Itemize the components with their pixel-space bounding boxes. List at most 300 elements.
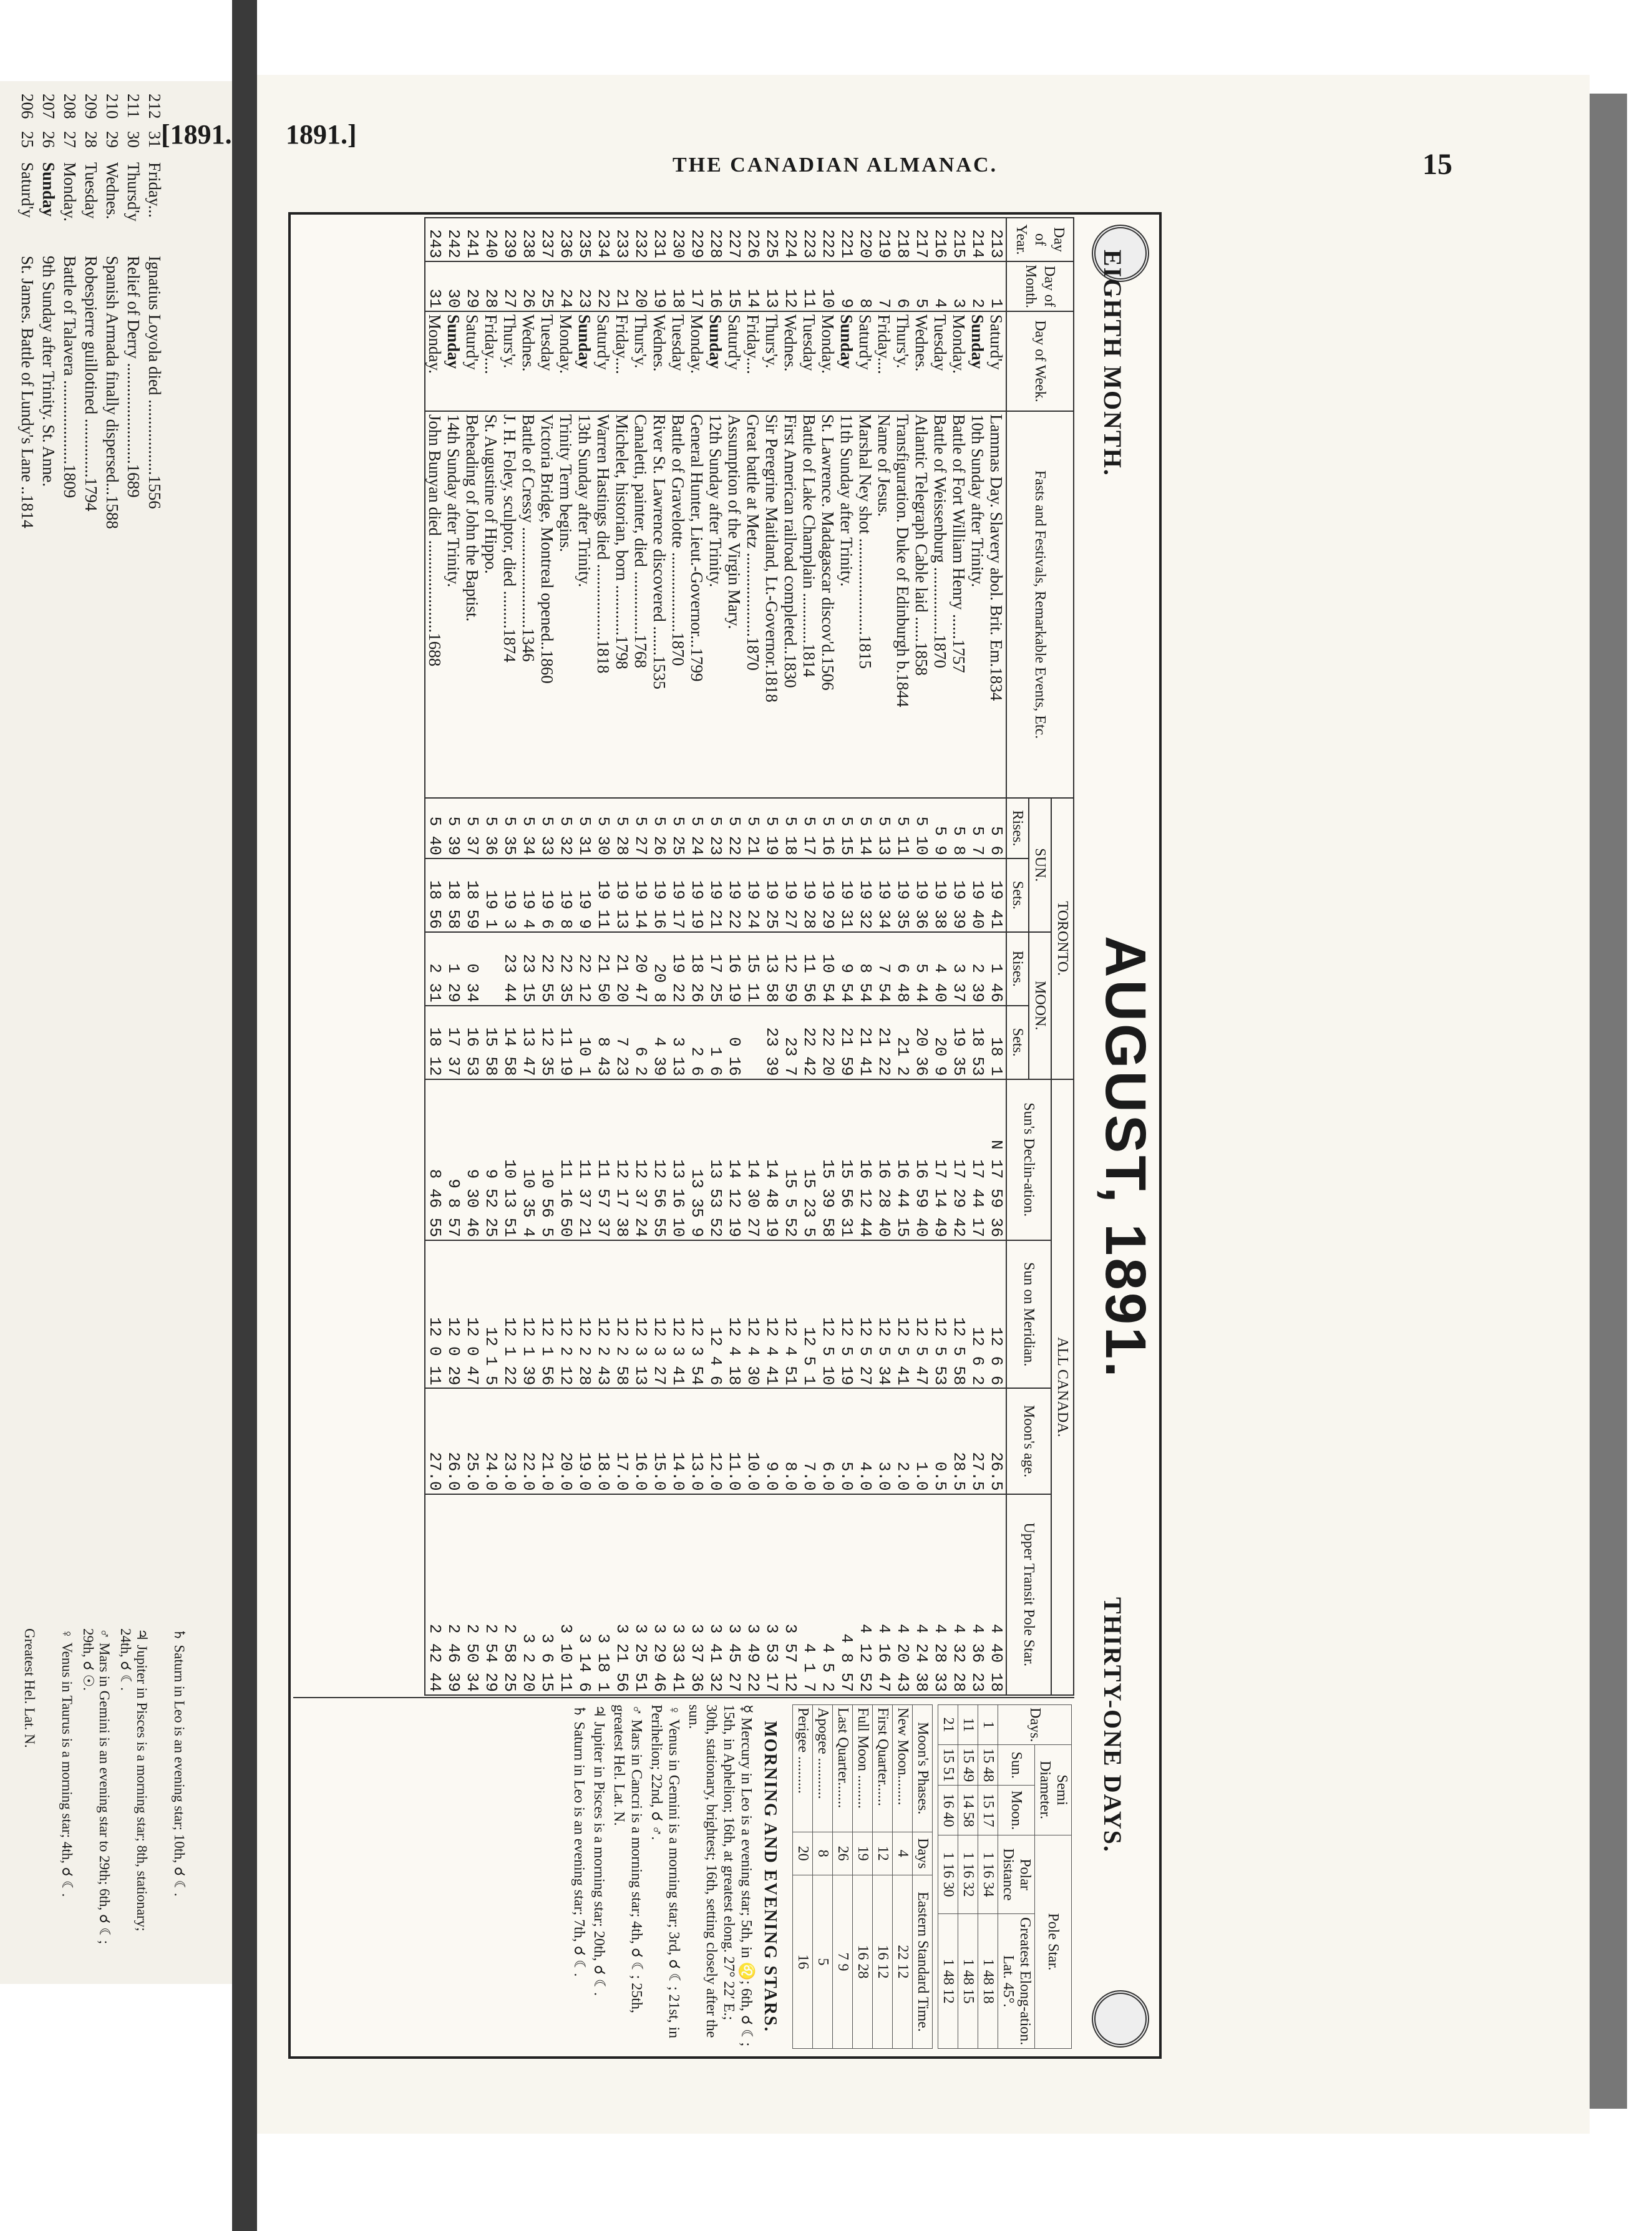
cell-moon-age: 14.0 xyxy=(669,1388,688,1494)
cell-moon-sets: 21 22 xyxy=(875,1006,893,1079)
left-cell-ev: Battle of Talavera ....................1809 xyxy=(61,256,79,498)
cell-sun-rises: 5 40 xyxy=(425,798,444,858)
cell-pole-star-transit: 4 1 7 xyxy=(800,1494,819,1695)
table-row xyxy=(875,218,893,1695)
left-table-row xyxy=(102,94,122,643)
stars-title: MORNING AND EVENING STARS. xyxy=(760,1721,780,2033)
cell-moon-sets: 19 35 xyxy=(950,1006,968,1079)
cell-moon-age: 1.0 xyxy=(912,1388,931,1494)
cell-day-of-year: 229 xyxy=(688,218,706,261)
left-cell-dow: Saturd'y xyxy=(18,162,37,218)
cell-moon-rises: 16 19 xyxy=(725,932,744,1006)
cell-day-of-year: 223 xyxy=(800,218,819,261)
left-star-note: ♂ Mars in Gemini is an evening star to 29th; 6th, ☌ ☾; 29th, ☌ ☉. xyxy=(80,1628,112,1945)
cell-sun-rises: 5 31 xyxy=(575,798,594,858)
cell-moon-sets: 8 43 xyxy=(594,1006,613,1079)
cell-pole-star-transit: 4 8 57 xyxy=(837,1494,856,1695)
cell-sun-sets: 19 38 xyxy=(931,858,950,932)
cell-moon-sets: 17 37 xyxy=(444,1006,463,1079)
phase-row xyxy=(813,1705,833,2049)
cell-day-of-week: Tuesday xyxy=(538,311,556,411)
cell-moon-rises: 22 55 xyxy=(538,932,556,1006)
moon-phases-table xyxy=(792,1704,933,2049)
cell-sun-sets: 19 4 xyxy=(519,858,538,932)
cell-moon-sets: 22 42 xyxy=(800,1006,819,1079)
cell-meridian: 12 4 51 xyxy=(781,1240,800,1388)
cell-day-of-week: Thurs'y. xyxy=(762,311,781,411)
cell-declination: 13 16 10 xyxy=(669,1079,688,1240)
left-cell-dom: 30 xyxy=(124,131,143,148)
cell-meridian: 12 0 29 xyxy=(444,1240,463,1388)
cell-sun-sets: 19 16 xyxy=(650,858,669,932)
cell-moon-rises: 21 20 xyxy=(613,932,631,1006)
cell-sun-rises: 5 35 xyxy=(500,798,519,858)
cell-moon-age: 24.0 xyxy=(482,1388,500,1494)
semi-body xyxy=(938,1705,998,2049)
side-panel xyxy=(293,1697,1074,2055)
elong-header: Greatest Elong-ation. Lat. 45°. xyxy=(998,1914,1035,2049)
cell-day-of-year: 230 xyxy=(669,218,688,261)
cell-day-of-week: Wednes. xyxy=(650,311,669,411)
cell-day-of-week: Monday. xyxy=(688,311,706,411)
cell-event: Warren Hastings died ..................1818 xyxy=(594,411,613,798)
cell-meridian: 12 5 10 xyxy=(819,1240,837,1388)
cell-pole-star-transit: 4 12 52 xyxy=(856,1494,875,1695)
cell-moon-rises: 10 54 xyxy=(819,932,837,1006)
cell-sun-rises: 5 18 xyxy=(781,798,800,858)
cell-event: Michelet, historian, born ............1798 xyxy=(613,411,631,798)
cell-moon-rises: 0 34 xyxy=(463,932,482,1006)
cell-sun-rises: 5 14 xyxy=(856,798,875,858)
left-cell-doy: 207 xyxy=(39,94,58,119)
semi-cell-sun: 15 49 xyxy=(958,1745,978,1786)
cell-moon-rises: 12 59 xyxy=(781,932,800,1006)
cell-moon-sets: 22 20 xyxy=(819,1006,837,1079)
cell-pole-star-transit: 3 14 6 xyxy=(575,1494,594,1695)
phase-cell-name: Apogee ........... xyxy=(813,1705,833,1832)
cell-day-of-year: 218 xyxy=(893,218,912,261)
table-row xyxy=(837,218,856,1695)
cell-pole-star-transit: 3 18 1 xyxy=(594,1494,613,1695)
cell-declination: 15 23 5 xyxy=(800,1079,819,1240)
cell-day-of-week: Sunday xyxy=(837,311,856,411)
moon-phases-section xyxy=(790,1698,935,2055)
cell-day-of-year: 226 xyxy=(744,218,762,261)
cell-declination: 16 44 15 xyxy=(893,1079,912,1240)
cell-day-of-year: 232 xyxy=(631,218,650,261)
cell-sun-sets: 19 22 xyxy=(725,858,744,932)
cell-declination: 12 37 24 xyxy=(631,1079,650,1240)
cell-sun-rises: 5 24 xyxy=(688,798,706,858)
cell-sun-sets: 19 1 xyxy=(482,858,500,932)
phase-cell-day: 26 xyxy=(833,1832,853,1875)
cell-moon-rises: 18 26 xyxy=(688,932,706,1006)
col-all-canada: ALL CANADA. xyxy=(1051,1079,1074,1695)
cell-day-of-month: 26 xyxy=(519,261,538,311)
cell-day-of-week: Saturd'y xyxy=(594,311,613,411)
left-cell-dow: Sunday xyxy=(39,162,58,217)
cell-moon-age: 28.5 xyxy=(950,1388,968,1494)
cell-day-of-week: Sunday xyxy=(575,311,594,411)
semi-row xyxy=(938,1705,958,2049)
cell-moon-sets: 21 2 xyxy=(893,1006,912,1079)
month-label: EIGHTH MONTH. xyxy=(1099,250,1127,477)
table-row xyxy=(987,218,1006,1695)
cell-day-of-week: Thurs'y. xyxy=(500,311,519,411)
center-year: 1891.] xyxy=(286,119,357,150)
rotated-calendar xyxy=(288,212,1162,2059)
cell-moon-age: 11.0 xyxy=(725,1388,744,1494)
cell-moon-sets: 1 6 xyxy=(706,1006,725,1079)
cell-sun-rises: 5 10 xyxy=(912,798,931,858)
cell-declination: 8 46 55 xyxy=(425,1079,444,1240)
cell-event: Marshal Ney shot .......................1815 xyxy=(856,411,875,798)
cell-event: Assumption of the Virgin Mary. xyxy=(725,411,744,798)
cell-declination: 15 5 52 xyxy=(781,1079,800,1240)
cell-pole-star-transit: 4 36 23 xyxy=(968,1494,987,1695)
cell-moon-age: 27.0 xyxy=(425,1388,444,1494)
cell-moon-age: 15.0 xyxy=(650,1388,669,1494)
cell-sun-sets: 19 34 xyxy=(875,858,893,932)
cell-moon-sets: 12 35 xyxy=(538,1006,556,1079)
table-row xyxy=(538,218,556,1695)
days-label: THIRTY-ONE DAYS. xyxy=(1099,1597,1127,1853)
cell-sun-rises: 5 34 xyxy=(519,798,538,858)
cell-sun-rises: 5 11 xyxy=(893,798,912,858)
cell-event: General Hunter, Lieut.-Governor...1799 xyxy=(688,411,706,798)
left-cell-ev: St. James. Battle of Lundy's Lane ..1814 xyxy=(18,256,37,528)
cell-sun-sets: 19 14 xyxy=(631,858,650,932)
table-row xyxy=(425,218,444,1695)
cell-day-of-month: 20 xyxy=(631,261,650,311)
cell-moon-rises xyxy=(482,932,500,1006)
cell-day-of-month: 8 xyxy=(856,261,875,311)
cell-day-of-year: 221 xyxy=(837,218,856,261)
col-transit: Upper Transit Pole Star. xyxy=(1006,1494,1051,1695)
cell-pole-star-transit: 4 28 33 xyxy=(931,1494,950,1695)
cell-moon-age: 3.0 xyxy=(875,1388,893,1494)
cell-sun-sets: 19 19 xyxy=(688,858,706,932)
cell-sun-rises: 5 8 xyxy=(950,798,968,858)
cell-moon-sets: 2 6 xyxy=(688,1006,706,1079)
cell-day-of-month: 14 xyxy=(744,261,762,311)
left-table-row xyxy=(124,94,143,643)
col-moon-age: Moon's age. xyxy=(1006,1388,1051,1494)
cell-moon-age: 26.0 xyxy=(444,1388,463,1494)
cell-meridian: 12 1 39 xyxy=(519,1240,538,1388)
calendar-table xyxy=(424,217,1074,1696)
table-row xyxy=(931,218,950,1695)
table-row xyxy=(500,218,519,1695)
left-cell-dow: Monday. xyxy=(61,162,79,221)
cell-day-of-week: Friday.... xyxy=(482,311,500,411)
cell-sun-sets: 18 58 xyxy=(444,858,463,932)
left-cell-ev: 9th Sunday after Trinity. St. Anne. xyxy=(39,256,58,487)
left-cell-dow: Tuesday xyxy=(82,162,100,219)
cell-day-of-month: 6 xyxy=(893,261,912,311)
cell-moon-rises: 19 22 xyxy=(669,932,688,1006)
cell-day-of-week: Saturd'y xyxy=(987,311,1006,411)
cell-sun-rises: 5 15 xyxy=(837,798,856,858)
cell-day-of-week: Saturd'y xyxy=(463,311,482,411)
cell-day-of-month: 13 xyxy=(762,261,781,311)
cell-sun-rises: 5 25 xyxy=(669,798,688,858)
cell-sun-rises: 5 13 xyxy=(875,798,893,858)
cell-moon-age: 19.0 xyxy=(575,1388,594,1494)
left-table-row xyxy=(81,94,101,643)
cell-moon-sets: 18 1 xyxy=(987,1006,1006,1079)
cell-day-of-week: Monday. xyxy=(556,311,575,411)
cell-day-of-year: 217 xyxy=(912,218,931,261)
semi-cell-polar: 1 16 32 xyxy=(958,1835,978,1913)
left-star-note: ♀ Venus in Taurus is a morning star; 4th, ☌ ☾. xyxy=(59,1628,75,1897)
cell-moon-sets: 23 7 xyxy=(781,1006,800,1079)
cell-moon-rises: 20 8 xyxy=(650,932,669,1006)
cell-sun-sets: 18 56 xyxy=(425,858,444,932)
cell-sun-rises: 5 21 xyxy=(744,798,762,858)
semi-diameter-section xyxy=(935,1698,1074,2055)
cell-sun-sets: 19 11 xyxy=(594,858,613,932)
cell-meridian: 12 3 41 xyxy=(669,1240,688,1388)
cell-pole-star-transit: 3 6 15 xyxy=(538,1494,556,1695)
cell-moon-sets: 11 19 xyxy=(556,1006,575,1079)
cell-day-of-month: 17 xyxy=(688,261,706,311)
cell-day-of-month: 23 xyxy=(575,261,594,311)
phase-cell-name: First Quarter...... xyxy=(873,1705,893,1832)
col-declination: Sun's Declin-ation. xyxy=(1006,1079,1051,1240)
cell-pole-star-transit: 2 50 34 xyxy=(463,1494,482,1695)
semi-cell-elong: 1 48 15 xyxy=(958,1914,978,2049)
semi-cell-d: 21 xyxy=(938,1705,958,1745)
cell-day-of-week: Monday. xyxy=(819,311,837,411)
cell-meridian: 12 2 28 xyxy=(575,1240,594,1388)
cell-day-of-week: Friday.... xyxy=(744,311,762,411)
cell-pole-star-transit: 3 21 56 xyxy=(613,1494,631,1695)
cell-event: J. H. Foley, sculptor, died .........1874 xyxy=(500,411,519,798)
cell-declination: 13 35 9 xyxy=(688,1079,706,1240)
left-page-rotated xyxy=(12,94,225,1965)
phases-title: Moon's Phases. xyxy=(913,1705,933,1832)
cell-event: 13th Sunday after Trinity. xyxy=(575,411,594,798)
cell-day-of-month: 3 xyxy=(950,261,968,311)
cell-meridian: 12 5 41 xyxy=(893,1240,912,1388)
cell-moon-rises: 11 56 xyxy=(800,932,819,1006)
star-note: ♃ Jupiter in Pisces is a morning star; 20th, ☌ ☾. xyxy=(591,1704,607,1996)
left-table-row xyxy=(60,94,80,643)
cell-declination: 12 56 55 xyxy=(650,1079,669,1240)
cell-moon-sets: 14 58 xyxy=(500,1006,519,1079)
cell-day-of-week: Saturd'y xyxy=(856,311,875,411)
cell-meridian: 12 6 2 xyxy=(968,1240,987,1388)
table-row xyxy=(968,218,987,1695)
cell-sun-rises: 5 26 xyxy=(650,798,669,858)
cell-moon-rises: 2 31 xyxy=(425,932,444,1006)
semi-cell-sun: 15 51 xyxy=(938,1745,958,1786)
cell-day-of-week: Sunday xyxy=(968,311,987,411)
cell-moon-sets: 23 39 xyxy=(762,1006,781,1079)
cell-moon-rises: 3 37 xyxy=(950,932,968,1006)
cell-declination: 11 57 37 xyxy=(594,1079,613,1240)
phase-cell-day: 12 xyxy=(873,1832,893,1875)
cell-sun-sets: 19 24 xyxy=(744,858,762,932)
cell-day-of-year: 225 xyxy=(762,218,781,261)
cell-day-of-year: 222 xyxy=(819,218,837,261)
cell-day-of-week: Friday.... xyxy=(613,311,631,411)
cell-sun-sets: 19 28 xyxy=(800,858,819,932)
cell-moon-sets: 16 53 xyxy=(463,1006,482,1079)
star-note: ♄ Saturn in Leo is an evening star; 7th, ☌ ☾. xyxy=(571,1704,587,1977)
cell-moon-rises: 7 54 xyxy=(875,932,893,1006)
cell-meridian: 12 4 18 xyxy=(725,1240,744,1388)
cell-meridian: 12 5 19 xyxy=(837,1240,856,1388)
cell-day-of-week: Tuesday xyxy=(800,311,819,411)
cell-moon-sets: 21 59 xyxy=(837,1006,856,1079)
cell-day-of-month: 30 xyxy=(444,261,463,311)
cell-moon-rises: 5 44 xyxy=(912,932,931,1006)
cell-moon-age: 16.0 xyxy=(631,1388,650,1494)
cell-moon-age: 22.0 xyxy=(519,1388,538,1494)
cell-moon-rises: 20 47 xyxy=(631,932,650,1006)
phase-cell-name: Full Moon ......... xyxy=(853,1705,873,1832)
table-row xyxy=(800,218,819,1695)
cell-day-of-week: Sunday xyxy=(444,311,463,411)
left-table-row xyxy=(145,94,165,643)
left-cell-dom: 31 xyxy=(145,131,164,148)
table-row xyxy=(744,218,762,1695)
cell-moon-sets: 10 1 xyxy=(575,1006,594,1079)
cell-declination: 16 28 40 xyxy=(875,1079,893,1240)
left-cell-doy: 208 xyxy=(61,94,79,119)
left-cell-doy: 211 xyxy=(124,94,143,119)
cell-declination: 14 30 27 xyxy=(744,1079,762,1240)
cell-day-of-week: Wednes. xyxy=(912,311,931,411)
cell-sun-rises: 5 39 xyxy=(444,798,463,858)
cell-sun-sets: 19 17 xyxy=(669,858,688,932)
cell-meridian: 12 1 5 xyxy=(482,1240,500,1388)
page-title: THE CANADIAN ALMANAC. xyxy=(673,153,998,177)
cell-pole-star-transit: 2 42 44 xyxy=(425,1494,444,1695)
ornament-icon xyxy=(1092,1990,1149,2048)
cell-moon-rises: 23 44 xyxy=(500,932,519,1006)
cell-sun-sets: 19 31 xyxy=(837,858,856,932)
left-star-note: Greatest Hel. Lat. N. xyxy=(22,1628,37,1748)
cell-declination: 10 35 4 xyxy=(519,1079,538,1240)
cell-day-of-month: 19 xyxy=(650,261,669,311)
cell-moon-rises: 21 50 xyxy=(594,932,613,1006)
cell-event: Battle of Cressy ........................1346 xyxy=(519,411,538,798)
col-moon-sets: Sets. xyxy=(1006,1006,1029,1079)
semi-diameter-table xyxy=(938,1704,1072,2049)
cell-event: 12th Sunday after Trinity. xyxy=(706,411,725,798)
left-cell-ev: Robespierre guillotined ..............1794 xyxy=(82,256,100,512)
cell-moon-age: 12.0 xyxy=(706,1388,725,1494)
cell-moon-sets: 6 2 xyxy=(631,1006,650,1079)
left-cell-ev: Ignatius Loyola died ..................1556 xyxy=(145,256,164,509)
left-star-note: ♄ Saturn in Leo is an evening star; 10th, ☌ ☾. xyxy=(172,1628,187,1897)
semi-row xyxy=(978,1705,998,2049)
phase-cell-name: New Moon........ xyxy=(893,1705,913,1832)
cell-moon-rises: 1 46 xyxy=(987,932,1006,1006)
col-events: Fasts and Festivals, Remarkable Events, Etc. xyxy=(1006,411,1074,798)
left-cell-doy: 206 xyxy=(18,94,37,119)
cell-declination: 9 8 57 xyxy=(444,1079,463,1240)
col-day-of-year: Day of Year. xyxy=(1006,218,1074,261)
cell-pole-star-transit: 3 37 36 xyxy=(688,1494,706,1695)
cell-event: Victoria Bridge, Montreal opened..1860 xyxy=(538,411,556,798)
cell-day-of-year: 238 xyxy=(519,218,538,261)
cell-sun-rises: 5 6 xyxy=(987,798,1006,858)
cell-sun-sets: 19 27 xyxy=(781,858,800,932)
cell-sun-sets: 18 59 xyxy=(463,858,482,932)
table-row xyxy=(688,218,706,1695)
cell-meridian: 12 5 34 xyxy=(875,1240,893,1388)
cell-event: Battle of Gravelotte ...................1870 xyxy=(669,411,688,798)
phase-row xyxy=(873,1705,893,2049)
cell-day-of-year: 214 xyxy=(968,218,987,261)
cell-moon-sets: 15 58 xyxy=(482,1006,500,1079)
cell-event: Battle of Lake Champlain ............1814 xyxy=(800,411,819,798)
cell-sun-rises: 5 27 xyxy=(631,798,650,858)
cell-day-of-month: 31 xyxy=(425,261,444,311)
table-row xyxy=(856,218,875,1695)
cell-event: Great battle at Metz ....................1870 xyxy=(744,411,762,798)
cell-declination: 16 12 44 xyxy=(856,1079,875,1240)
cell-sun-sets: 19 36 xyxy=(912,858,931,932)
cell-moon-rises: 13 58 xyxy=(762,932,781,1006)
cell-declination: 9 30 46 xyxy=(463,1079,482,1240)
cell-moon-rises: 9 54 xyxy=(837,932,856,1006)
cell-declination: 12 17 38 xyxy=(613,1079,631,1240)
stars-section xyxy=(565,1698,790,2055)
cell-moon-sets: 13 47 xyxy=(519,1006,538,1079)
polar-header: Polar Distance xyxy=(998,1835,1035,1913)
cell-pole-star-transit: 2 46 39 xyxy=(444,1494,463,1695)
cell-sun-rises: 5 16 xyxy=(819,798,837,858)
cell-moon-rises: 2 39 xyxy=(968,932,987,1006)
cell-event: John Bunyan died ......................1688 xyxy=(425,411,444,798)
phase-cell-t: 16 12 xyxy=(873,1875,893,2048)
cell-pole-star-transit: 4 40 18 xyxy=(987,1494,1006,1695)
cell-moon-sets: 20 9 xyxy=(931,1006,950,1079)
table-row xyxy=(725,218,744,1695)
cell-declination: 14 48 19 xyxy=(762,1079,781,1240)
cell-day-of-month: 27 xyxy=(500,261,519,311)
cell-day-of-month: 16 xyxy=(706,261,725,311)
cell-event: Transfiguration. Duke of Edinburgh b.1844 xyxy=(893,411,912,798)
cell-event: Sir Peregrine Maitland, Lt.-Governor.1818 xyxy=(762,411,781,798)
col-moon-rises: Rises. xyxy=(1006,932,1029,1006)
phase-cell-t: 16 xyxy=(793,1875,813,2048)
cell-event: St. Augustine of Hippo. xyxy=(482,411,500,798)
cell-sun-rises: 5 37 xyxy=(463,798,482,858)
cell-pole-star-transit: 4 5 2 xyxy=(819,1494,837,1695)
cell-moon-age: 2.0 xyxy=(893,1388,912,1494)
cell-moon-age: 23.0 xyxy=(500,1388,519,1494)
phase-cell-name: Perigee .......... xyxy=(793,1705,813,1832)
polestar-title: Pole Star. xyxy=(1035,1835,1072,2048)
cell-moon-sets: 18 53 xyxy=(968,1006,987,1079)
cell-meridian: 12 5 27 xyxy=(856,1240,875,1388)
cell-moon-rises: 17 25 xyxy=(706,932,725,1006)
cell-meridian: 12 5 47 xyxy=(912,1240,931,1388)
cell-moon-rises: 8 54 xyxy=(856,932,875,1006)
cell-day-of-year: 216 xyxy=(931,218,950,261)
col-day-of-month: Day of Month. xyxy=(1006,261,1074,311)
table-row xyxy=(706,218,725,1695)
phase-row xyxy=(893,1705,913,2049)
cell-sun-rises: 5 33 xyxy=(538,798,556,858)
cell-meridian: 12 2 12 xyxy=(556,1240,575,1388)
